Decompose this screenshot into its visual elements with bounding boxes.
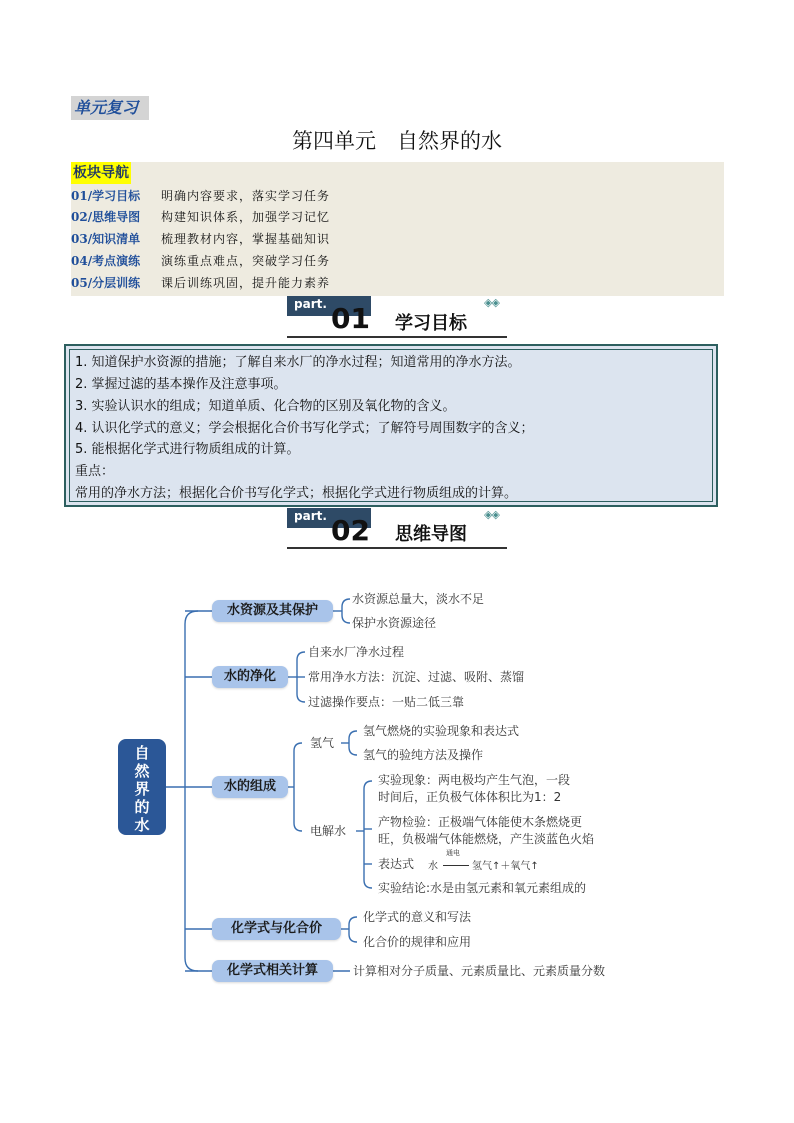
sub-node-hydrogen: 氢气	[310, 736, 335, 750]
nav-key: 03/知识清单	[71, 232, 141, 246]
leaf-text: 化合价的规律和应用	[363, 935, 472, 949]
sub-node-electrolysis: 电解水	[310, 824, 347, 838]
leaf-text: 氢气燃烧的实验现象和表达式	[363, 724, 520, 738]
nav-desc: 构建知识体系，加强学习记忆	[161, 210, 331, 224]
part-number: 02	[331, 514, 370, 547]
leaf-text: 时间后，正负极气体体积比为1：2	[378, 790, 562, 804]
key-points-text: 常用的净水方法；根据化合价书写化学式；根据化学式进行物质组成的计算。	[75, 486, 518, 501]
part-label: part.	[294, 509, 327, 523]
node-water-resources: 水资源及其保护	[212, 600, 333, 622]
leaf-text: 过滤操作要点：一贴二低三靠	[308, 695, 465, 709]
page-title: 第四单元 自然界的水	[292, 129, 502, 153]
nav-desc: 明确内容要求，落实学习任务	[161, 189, 331, 203]
part-label: part.	[294, 297, 327, 311]
goal-item: 1. 知道保护水资源的措施；了解自来水厂的净水过程；知道常用的净水方法。	[75, 355, 521, 370]
leaf-text: 水资源总量大，淡水不足	[352, 592, 485, 606]
node-formula-valence: 化学式与化合价	[212, 918, 341, 940]
node-water-composition: 水的组成	[212, 776, 288, 798]
leaf-text: 常用净水方法：沉淀、过滤、吸附、蒸馏	[308, 670, 525, 684]
goal-item: 2. 掌握过滤的基本操作及注意事项。	[75, 377, 287, 392]
decor-dots-icon: ◈◈	[484, 508, 499, 521]
leaf-text: 表达式	[378, 857, 415, 871]
nav-desc: 课后训练巩固，提升能力素养	[161, 276, 331, 290]
equation-arrow-icon	[443, 865, 469, 866]
part-number: 01	[331, 302, 370, 335]
nav-desc: 演练重点难点，突破学习任务	[161, 254, 331, 268]
leaf-text: 保护水资源途径	[352, 616, 437, 630]
leaf-text: 计算相对分子质量、元素质量比、元素质量分数	[353, 964, 606, 978]
nav-desc: 梳理教材内容，掌握基础知识	[161, 232, 331, 246]
leaf-text: 自来水厂净水过程	[308, 645, 405, 659]
node-formula-calculation: 化学式相关计算	[212, 960, 333, 982]
unit-review-tag: 单元复习	[71, 96, 149, 120]
goal-item: 4. 认识化学式的意义；学会根据化合价书写化学式；了解符号周围数字的含义；	[75, 421, 534, 436]
leaf-text: 化学式的意义和写法	[363, 910, 472, 924]
nav-key: 04/考点演练	[71, 254, 141, 268]
leaf-text: 旺，负极端气体能燃烧，产生淡蓝色火焰	[378, 832, 595, 846]
leaf-text: 产物检验：正极端气体能使木条燃烧更	[378, 815, 583, 829]
decor-dots-icon: ◈◈	[484, 296, 499, 309]
leaf-text: 实验结论:水是由氢元素和氧元素组成的	[378, 881, 587, 895]
root-label: 自然界的水	[134, 744, 150, 834]
part-01-title: 学习目标	[395, 313, 467, 334]
equation-left: 水	[428, 861, 438, 872]
equation-condition: 通电	[446, 849, 460, 857]
nav-key: 02/思维导图	[71, 210, 141, 224]
part-02-title: 思维导图	[395, 524, 467, 545]
goal-item: 5. 能根据化学式进行物质组成的计算。	[75, 442, 300, 457]
mindmap-root	[118, 739, 166, 835]
nav-key: 01/学习目标	[71, 189, 141, 203]
key-points-label: 重点：	[75, 464, 115, 479]
nav-key: 05/分层训练	[71, 276, 141, 290]
nav-heading: 板块导航	[71, 162, 131, 184]
leaf-text: 氢气的验纯方法及操作	[363, 748, 484, 762]
goal-item: 3. 实验认识水的组成；知道单质、化合物的区别及氧化物的含义。	[75, 399, 456, 414]
equation-right: 氢气↑＋氧气↑	[472, 861, 539, 872]
node-water-purification: 水的净化	[212, 666, 288, 688]
leaf-text: 实验现象：两电极均产生气泡，一段	[378, 773, 571, 787]
